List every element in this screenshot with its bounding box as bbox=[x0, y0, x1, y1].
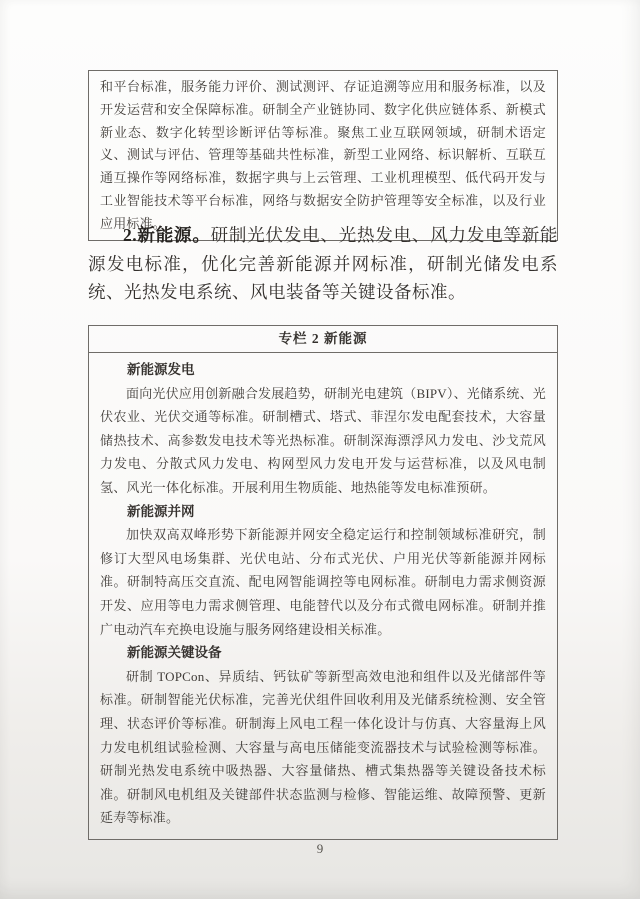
new-energy-paragraph bbox=[88, 221, 558, 307]
continued-column-text: 和平台标准，服务能力评价、测试测评、存证追溯等应用和服务标准，以及开发运营和安全保障标准。研制全产业链协同、数字化供应链体系、新模式新业态、数字化转型诊断评估等标准。聚焦工业互联网领域，研制术语定义、测试与评估、管理等基础共性标准，新型工业网络、标识解析、互联互通互操作等网络标准，数据字典与上云管理、工业机理模型、低代码开发与工业智能技术等平台标准，网络与数据安全防护管理等安全标准，以及行业应用标准。 bbox=[100, 79, 546, 231]
page-number: 9 bbox=[316, 841, 324, 856]
continued-column-box bbox=[88, 70, 558, 241]
section-heading-grid-connection: 新能源并网 bbox=[127, 503, 195, 519]
section-text-generation: 面向光伏应用创新融合发展趋势，研制光电建筑（BIPV）、光储系统、光伏农业、光伏交通等标准。研制槽式、塔式、菲涅尔发电配套技术，大容量储热技术、高参数发电技术等光热标准。研制深海漂浮风力发电、沙戈荒风力发电、分散式风力发电、构网型风力发电开发与运营标准，以及风电制氢、风光一体化标准。开展利用生物质能、地热能等发电标准预研。 bbox=[100, 385, 546, 495]
section-heading-generation: 新能源发电 bbox=[127, 362, 195, 377]
section-heading-key-equipment: 新能源关键设备 bbox=[127, 645, 222, 661]
section-text-grid-connection: 加快双高双峰形势下新能源并网安全稳定运行和控制领域标准研究，制修订大型风电场集群、光伏电站、分布式光伏、户用光伏等新能源并网标准。研制特高压交直流、配电网智能调控等电网标准。研制电力需求侧资源开发、应用等电力需求侧管理、电能替代以及分布式微电网标准。研制并推广电动汽车充换电设施与服务网络建设相关标准。 bbox=[100, 527, 546, 637]
section-text-key-equipment: 研制 TOPCon、异质结、钙钛矿等新型高效电池和组件以及光储部件等标准。研制智能光伏标准，完善光伏组件回收利用及光储系统检测、安全管理、状态评价等标准。研制海上风电工程一体化设计与仿真、大容量海上风力发电机组试验检测、大容量与高电压储能变流器技术与试验检测等标准。研制光热发电系统中吸热器、大容量储热、槽式集热器等关键设备技术标准。研制风电机组及关键部件状态监测与检修、智能运维、故障预警、更新延寿等标准。 bbox=[100, 668, 546, 826]
paragraph-body-text: 研制光伏发电、光热发电、风力发电等新能源发电标准，优化完善新能源并网标准，研制光储发电系统、光热发电系统、风电装备等关键设备标准。 bbox=[88, 225, 559, 302]
column-box-body bbox=[89, 353, 557, 839]
paragraph-number-lead: 2.新能源。 bbox=[123, 225, 211, 245]
column-box-new-energy bbox=[88, 325, 558, 840]
column-box-title: 专栏 2 新能源 bbox=[89, 326, 557, 353]
